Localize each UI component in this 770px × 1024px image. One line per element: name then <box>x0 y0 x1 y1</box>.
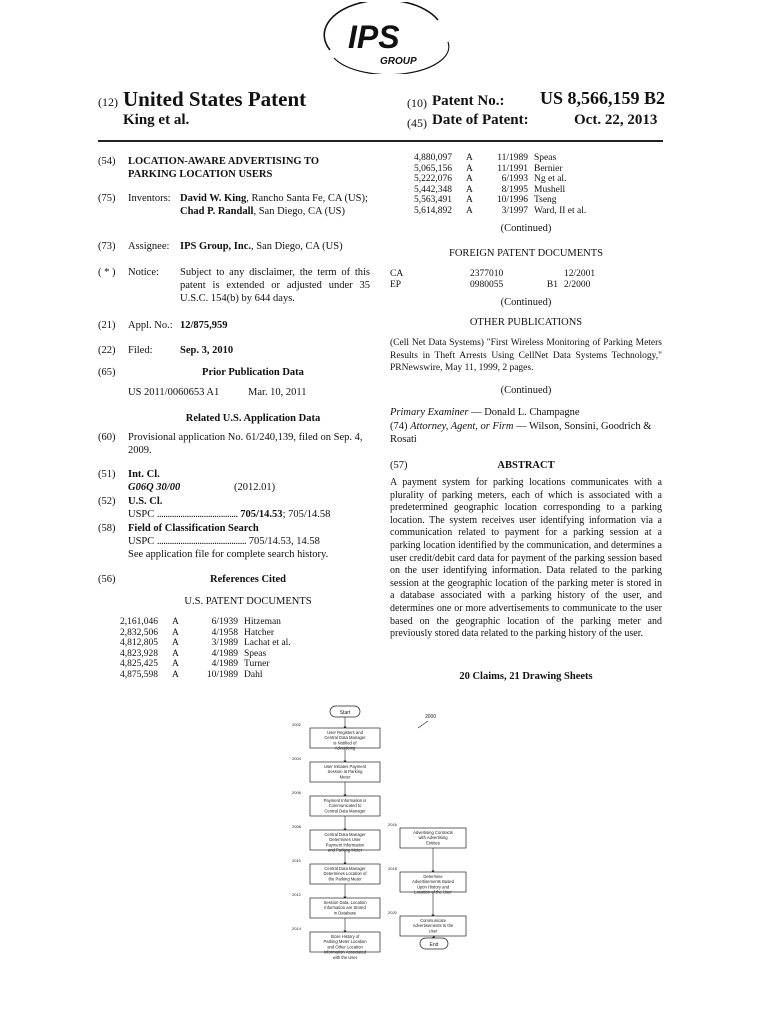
svg-text:Central Data Manager: Central Data Manager <box>324 808 366 814</box>
svg-text:Payment Information is: Payment Information is <box>323 798 367 803</box>
references-field: (56) References Cited <box>98 574 286 585</box>
assignee-field: (73) Assignee: IPS Group, Inc., San Diego, CA (US) <box>98 240 383 253</box>
code-45: (45) <box>407 116 427 130</box>
svg-text:2002: 2002 <box>292 722 301 727</box>
flow-step-2010 <box>292 847 380 884</box>
svg-text:2014: 2014 <box>292 926 301 931</box>
svg-text:and Parking Meter: and Parking Meter <box>327 847 363 853</box>
svg-text:Advertising Contracts: Advertising Contracts <box>413 830 453 835</box>
svg-text:Central Data Manager: Central Data Manager <box>324 866 366 871</box>
svg-text:Parking Meter Location: Parking Meter Location <box>323 939 367 945</box>
flow-step-2002 <box>292 717 380 751</box>
ips-group-logo <box>310 2 460 74</box>
svg-text:Meter: Meter <box>339 774 351 780</box>
svg-text:Determines Location of: Determines Location of <box>323 871 367 877</box>
flow-step-2020 <box>388 889 466 936</box>
svg-text:2004: 2004 <box>292 756 301 761</box>
svg-text:Information Associated: Information Associated <box>323 949 367 955</box>
svg-text:Advertisements to the: Advertisements to the <box>412 923 454 929</box>
citation-row: 2,832,506 A 4/1958 Hatcher <box>120 627 275 638</box>
foreign-heading: FOREIGN PATENT DOCUMENTS <box>448 248 604 259</box>
svg-text:Advertisements Based: Advertisements Based <box>412 879 454 885</box>
svg-text:Location of the User: Location of the User <box>414 889 452 895</box>
application-number: 12/875,959 <box>180 320 228 331</box>
date-label: Date of Patent: <box>432 112 529 128</box>
svg-text:Store History of: Store History of <box>330 934 360 939</box>
inventors-label: Inventors: <box>128 193 171 204</box>
citation-row: 4,812,805 A 3/1989 Lachat et al. <box>120 638 291 648</box>
inventors-field: (75) Inventors: David W. King, Rancho Santa Fe, CA (US); Chad P. Randall, San Diego, CA (US) <box>98 192 383 218</box>
citation-row: 4,880,097 A 11/1989 Speas <box>414 153 557 163</box>
flow-step-2014 <box>292 918 380 960</box>
int-cl-class: G06Q 30/00 <box>128 482 181 493</box>
citation-row: 4,823,928 A 4/1989 Speas <box>120 648 267 659</box>
patent-date: Oct. 22, 2013 <box>574 112 658 128</box>
citation-row: 5,222,076 A 6/1993 Ng et al. <box>414 174 567 184</box>
svg-text:2006: 2006 <box>292 790 301 795</box>
svg-text:User Registers and: User Registers and <box>327 730 363 735</box>
assignee-value: IPS Group, Inc., San Diego, CA (US) <box>180 241 343 252</box>
svg-text:2012: 2012 <box>292 892 301 897</box>
patent-title: LOCATION-AWARE ADVERTISING TO PARKING LOCATION USERS <box>128 156 320 180</box>
svg-text:GROUP: GROUP <box>380 56 417 67</box>
svg-text:2016: 2016 <box>388 822 397 827</box>
svg-text:Upon History and: Upon History and <box>416 884 450 890</box>
code-10: (10) <box>407 96 427 110</box>
svg-text:Session at Parking: Session at Parking <box>327 769 363 775</box>
abstract-heading: ABSTRACT <box>497 460 555 471</box>
svg-text:2020: 2020 <box>388 910 397 915</box>
header-rule <box>98 140 663 142</box>
flow-step-2018 <box>388 848 466 895</box>
citation-row: 2,161,046 A 6/1939 Hitzeman <box>120 617 281 627</box>
svg-text:IPS: IPS <box>348 19 400 55</box>
flowchart-drawing <box>290 700 485 962</box>
other-pubs-heading: OTHER PUBLICATIONS <box>469 317 583 328</box>
flow-step-2008 <box>292 816 380 853</box>
inventors-short: King et al. <box>123 112 190 128</box>
citation-row: CA 2377010 12/2001 <box>390 269 596 279</box>
svg-text:and Other Location: and Other Location <box>327 944 363 950</box>
flow-step-2004 <box>292 745 380 782</box>
left-citation-table <box>120 617 330 680</box>
notice-text: Subject to any disclaimer, the term of this patent is extended or adjusted under 35 U.S.C. 154(b) by 644 days. <box>180 267 370 304</box>
svg-text:Start: Start <box>339 710 351 716</box>
svg-text:in Database: in Database <box>333 910 357 916</box>
svg-text:2010: 2010 <box>292 858 301 863</box>
flow-step-2012 <box>292 884 380 918</box>
flow-step-2006 <box>292 782 380 816</box>
citation-row: 4,875,598 A 10/1989 Dahl <box>120 669 263 680</box>
svg-text:the Parking Meter: the Parking Meter <box>328 876 362 882</box>
notice-field: ( * ) Notice: Subject to any disclaimer, the term of this patent is extended or adjusted under 35 U.S.C. 154(b) by 644 days. <box>98 267 370 304</box>
svg-text:Payment Information: Payment Information <box>325 842 365 848</box>
foreign-citation-table <box>390 269 630 290</box>
svg-text:2008: 2008 <box>292 824 301 829</box>
claims-summary: 20 Claims, 21 Drawing Sheets <box>459 671 593 682</box>
patent-no-label: Patent No.: <box>432 93 505 109</box>
document-type: United States Patent <box>123 87 307 111</box>
svg-text:Determine: Determine <box>423 874 443 879</box>
svg-text:Session Data, Location: Session Data, Location <box>323 900 367 905</box>
attorney: (74) Attorney, Agent, or Firm — Wilson, Sonsini, Goodrich & Rosati <box>390 421 652 445</box>
svg-text:Entities: Entities <box>426 840 440 846</box>
right-citation-table <box>414 153 620 216</box>
us-cl-uspc: USPC ...................................... 705/14.53; 705/14.58 <box>128 509 331 520</box>
title-field: (54) LOCATION-AWARE ADVERTISING TO PARKING LOCATION USERS <box>98 155 383 181</box>
citation-row: 5,614,892 A 3/1997 Ward, II et al. <box>414 205 587 216</box>
related-heading: Related U.S. Application Data <box>185 413 321 424</box>
svg-text:Advertising: Advertising <box>334 745 356 751</box>
svg-text:Central Data Manager: Central Data Manager <box>324 735 366 741</box>
svg-text:User Initiates Payment: User Initiates Payment <box>323 764 367 769</box>
svg-text:is Notified of: is Notified of <box>333 740 357 746</box>
citation-row: 5,442,348 A 8/1995 Mushell <box>414 184 566 195</box>
citation-row: 5,065,156 A 11/1991 Bernier <box>414 163 563 174</box>
us-docs-heading: U.S. PATENT DOCUMENTS <box>184 596 312 607</box>
svg-text:User: User <box>428 928 438 934</box>
svg-text:Central Data Manager: Central Data Manager <box>324 832 366 837</box>
other-publication: (Cell Net Data Systems) "First Wireless Monitoring of Parking Meters Results in Theft Arrests Using CellNet Data Systems Technology," PRNewswire, May 11, 1999, 2 pages. <box>390 338 662 373</box>
citation-row: EP 0980055 B1 2/2000 <box>390 279 591 290</box>
code-12: (12) <box>98 95 118 109</box>
patent-number: US 8,566,159 B2 <box>540 88 666 108</box>
svg-text:Communicate: Communicate <box>420 918 446 923</box>
svg-text:Information are Stored: Information are Stored <box>324 905 366 911</box>
svg-text:with the User: with the User <box>332 954 358 960</box>
prior-pub-field: (65) Prior Publication Data <box>98 367 304 378</box>
flow-step-2016 <box>388 822 466 848</box>
citation-row: 5,563,491 A 10/1996 Tseng <box>414 195 557 205</box>
inventors-value: David W. King, Rancho Santa Fe, CA (US); Chad P. Randall, San Diego, CA (US) <box>180 193 368 217</box>
svg-text:Determines User: Determines User <box>329 837 361 843</box>
svg-text:Communicated to: Communicated to <box>328 803 362 809</box>
svg-text:with Advertising: with Advertising <box>418 835 448 841</box>
provisional-field: (60) Provisional application No. 61/240,139, filed on Sep. 4, 2009. <box>98 432 363 456</box>
figure-ref: 2000 <box>425 714 437 720</box>
svg-text:2018: 2018 <box>388 866 397 871</box>
citation-row: 4,825,425 A 4/1989 Turner <box>120 659 270 669</box>
examiner: Primary Examiner — Donald L. Champagne <box>390 407 580 418</box>
filing-date: Sep. 3, 2010 <box>180 345 234 356</box>
svg-text:End: End <box>429 942 439 948</box>
abstract-text: A payment system for parking locations communicates with a plurality of parking meters, each of which is associated with a predetermined geographic location corresponding to a parking location. The system receives user identifying information via a communication related to payment for a parking session at a parking location identified by the communication, and determines a user credit/debit card data for payment of the parking session based on the user identifying information. Data related to the parking session at the geographic location of the parking meter is stored in a database associated with a parking history of the user, and determines one or more advertisements to communicate to the user based on the geographic location of the parking meter and previously stored data related to the parking history of the user. <box>390 477 662 640</box>
